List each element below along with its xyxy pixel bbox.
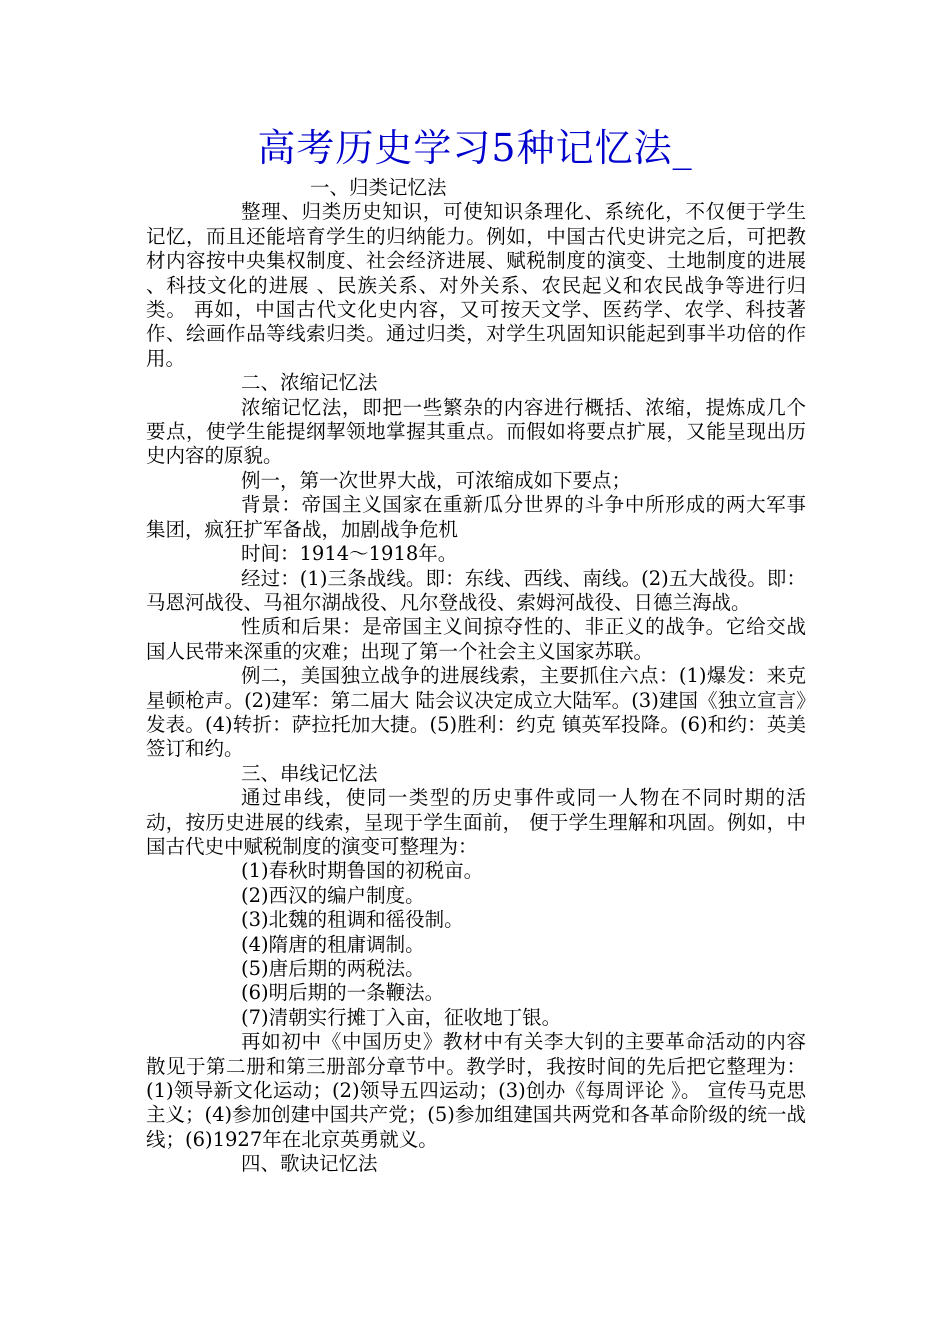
paragraph: 例二，美国独立战争的进展线索，主要抓住六点：(1)爆发：来克星顿枪声。(2)建军：第二届大 陆会议决定成立大陆军。(3)建国《独立宣言》发表。(4)转折：萨拉托加大捷。(5)胜利：约克 镇英军投降。(6)和约：英美签订和约。 bbox=[146, 664, 806, 761]
list-item: (6)明后期的一条鞭法。 bbox=[241, 981, 445, 1005]
list-item: (3)北魏的租调和徭役制。 bbox=[241, 908, 464, 932]
section-heading-2: 二、浓缩记忆法 bbox=[241, 371, 378, 395]
paragraph: 经过：(1)三条战线。即：东线、西线、南线。(2)五大战役。即：马恩河战役、马祖尔湖战役、凡尔登战役、索姆河战役、日德兰海战。 bbox=[146, 566, 806, 614]
paragraph: 例一，第一次世界大战，可浓缩成如下要点； bbox=[241, 468, 632, 492]
paragraph: 通过串线，使同一类型的历史事件或同一人物在不同时期的活动，按历史进展的线索，呈现于学生面前， 便于学生理解和巩固。例如，中国古代史中赋税制度的演变可整理为： bbox=[146, 786, 806, 858]
paragraph: 浓缩记忆法，即把一些繁杂的内容进行概括、浓缩，提炼成几个要点，使学生能提纲挈领地掌握其重点。而假如将要点扩展，又能呈现出历史内容的原貌。 bbox=[146, 395, 806, 468]
list-item: (1)春秋时期鲁国的初税亩。 bbox=[241, 859, 484, 883]
list-item: (2)西汉的编户制度。 bbox=[241, 883, 425, 907]
paragraph: 性质和后果：是帝国主义间掠夺性的、非正义的战争。它给交战国人民带来深重的灾难；出现了第一个社会主义国家苏联。 bbox=[146, 615, 806, 663]
list-item: (5)唐后期的两税法。 bbox=[241, 957, 425, 980]
paragraph: 整理、归类历史知识，可使知识条理化、系统化，不仅便于学生记忆，而且还能培育学生的归纳能力。例如，中国古代史讲完之后，可把教材内容按中央集权制度、社会经济进展、赋税制度的演变、土地制度的进展 、科技文化的进展 、民族关系、对外关系、农民起义和农民战争等进行归类。 再如，中国古代文化史内容，又可按天文学、医药学、农学、科技著作、绘画作品等线索归类。通过归类，对学生巩固知识能起到事半功倍的作用。 bbox=[146, 200, 806, 370]
list-item: (7)清朝实行摊丁入亩，征收地丁银。 bbox=[241, 1005, 562, 1029]
paragraph: 再如初中《中国历史》教材中有关李大钊的主要革命活动的内容散见于第二册和第三册部分章节中。教学时，我按时间的先后把它整理为：(1)领导新文化运动；(2)领导五四运动；(3)创办《每周评论 》。 宣传马克思主义；(4)参加创建中国共产党；(5)参加组建国共两党和各革命阶级的统一战线；(6)1927年在北京英勇就义。 bbox=[146, 1030, 806, 1151]
document-title: 高考历史学习5种记忆法_ bbox=[257, 126, 693, 170]
section-heading-1: 一、归类记忆法 bbox=[310, 176, 447, 199]
paragraph: 背景：帝国主义国家在重新瓜分世界的斗争中所形成的两大军事集团，疯狂扩军备战，加剧战争危机 bbox=[146, 493, 806, 541]
list-item: (4)隋唐的租庸调制。 bbox=[241, 932, 425, 956]
paragraph: 时间：1914～1918年。 bbox=[241, 542, 458, 566]
section-heading-4: 四、歌诀记忆法 bbox=[241, 1152, 378, 1176]
section-heading-3: 三、串线记忆法 bbox=[241, 761, 378, 785]
document-body bbox=[146, 176, 806, 1177]
